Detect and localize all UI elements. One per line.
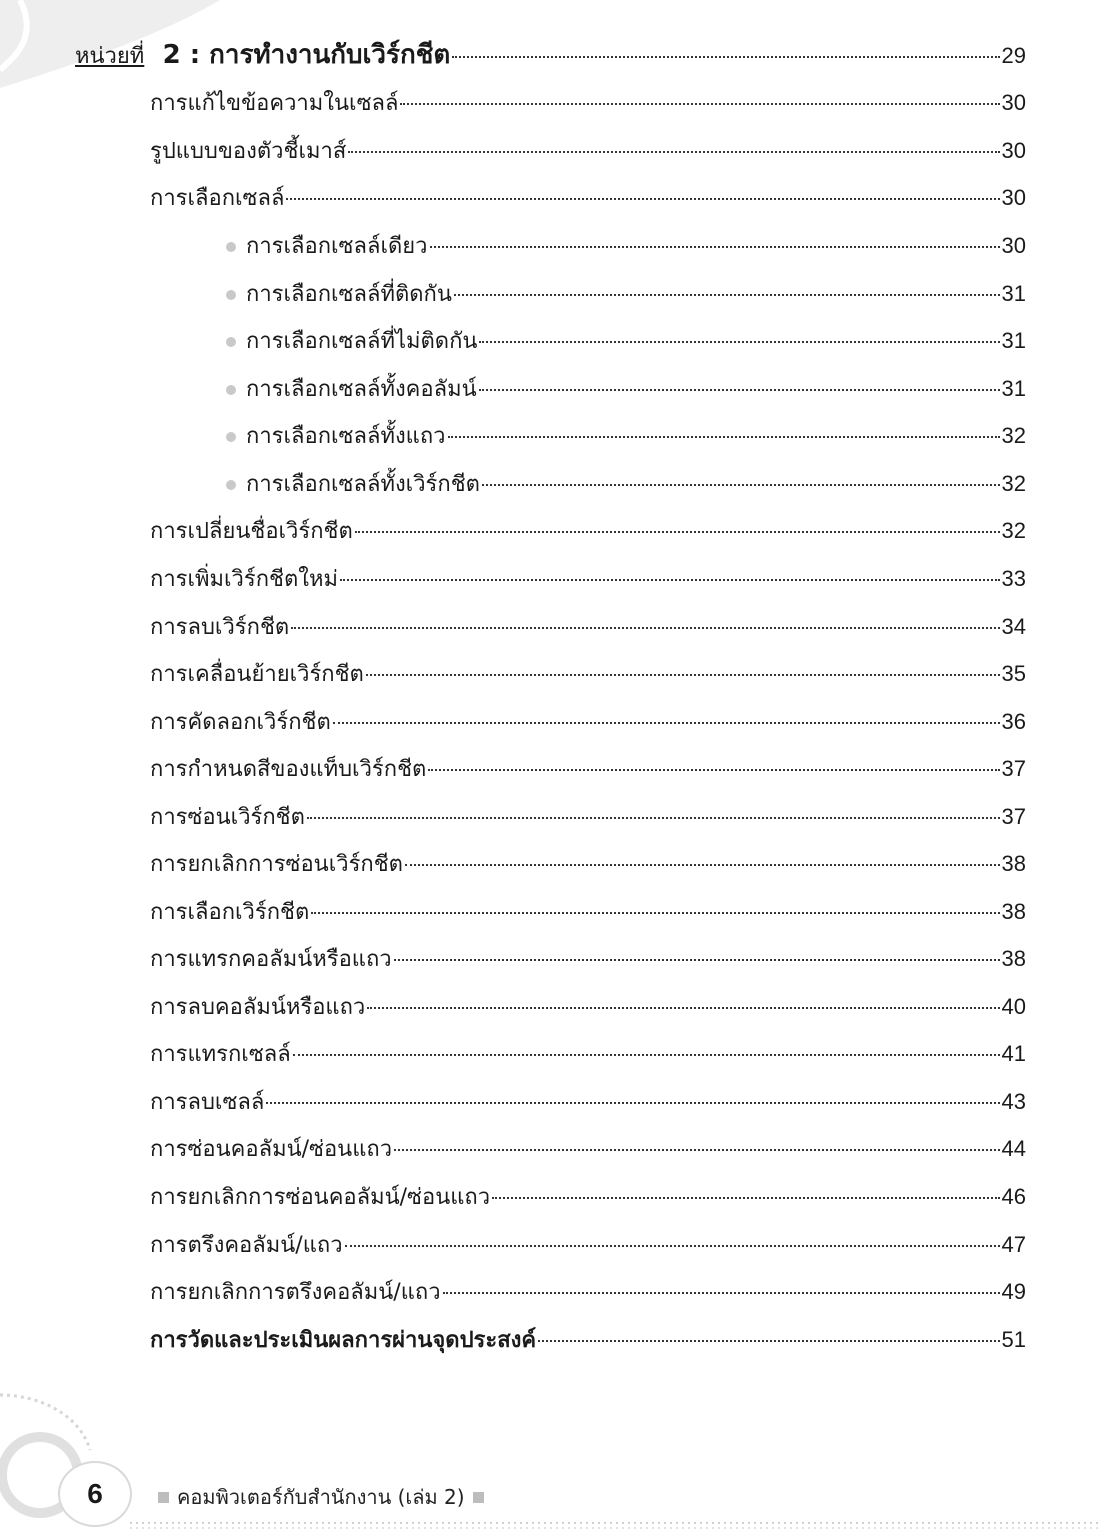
page-number: 31 (1001, 376, 1026, 401)
square-bullet-icon (158, 1492, 169, 1503)
entry-label: การลบคอลัมน์หรือแถว (150, 995, 366, 1020)
footer-book-title: คอมพิวเตอร์กับสำนักงาน (เล่ม 2) (177, 1485, 465, 1509)
entry-label: การเลือกเซลล์ทั้งแถว (246, 424, 446, 449)
toc-entry[interactable] (150, 659, 1026, 690)
toc-entry[interactable] (150, 1230, 1026, 1261)
dot-leader (366, 674, 1000, 676)
bullet-icon (226, 432, 236, 442)
page-number: 37 (1001, 756, 1026, 781)
page-number: 36 (1001, 709, 1026, 734)
entry-label: การเลือกเซลล์ (150, 186, 285, 211)
footer-book-title-wrap (150, 1481, 492, 1513)
entry-label: การเลือกเซลล์ที่ติดกัน (246, 282, 452, 307)
dot-leader (443, 1292, 1000, 1294)
dot-leader (428, 769, 999, 771)
toc-entry[interactable] (150, 564, 1026, 595)
dot-leader (355, 531, 1000, 533)
toc-entry[interactable] (150, 802, 1026, 833)
bullet-icon (226, 385, 236, 395)
unit-heading[interactable] (75, 40, 1026, 72)
page-number: 40 (1001, 994, 1026, 1019)
footer-page-number: 6 (58, 1461, 132, 1527)
entry-label: การเพิ่มเวิร์กชีตใหม่ (150, 567, 338, 592)
entry-label: การซ่อนเวิร์กชีต (150, 805, 305, 830)
toc-entry[interactable] (150, 183, 1026, 214)
bullet-icon (226, 337, 236, 347)
dot-leader (293, 1054, 1000, 1056)
page-number: 44 (1001, 1136, 1026, 1161)
toc-entry[interactable] (150, 849, 1026, 880)
page-number: 32 (1001, 471, 1026, 496)
dot-leader (479, 389, 1000, 391)
dot-leader (348, 151, 999, 153)
page-number: 38 (1001, 946, 1026, 971)
dot-leader (311, 912, 999, 914)
entry-label: การแทรกเซลล์ (150, 1042, 291, 1067)
bullet-icon (226, 480, 236, 490)
entry-label: การตรึงคอลัมน์/แถว (150, 1233, 343, 1258)
dot-leader (266, 1102, 999, 1104)
toc-entry[interactable] (150, 516, 1026, 547)
bullet-icon (226, 290, 236, 300)
dot-leader (307, 817, 1000, 819)
page-number: 38 (1001, 851, 1026, 876)
page-number: 41 (1001, 1041, 1026, 1066)
entry-label: การยกเลิกการตรึงคอลัมน์/แถว (150, 1280, 441, 1305)
entry-label: การเลือกเซลล์ที่ไม่ติดกัน (246, 329, 478, 354)
unit-label: หน่วยที่ (75, 44, 145, 69)
page-number: 51 (1001, 1327, 1026, 1352)
dot-leader (394, 959, 1000, 961)
page-number: 37 (1001, 804, 1026, 829)
toc-entry[interactable] (150, 612, 1026, 643)
entry-label: การเลือกเซลล์เดียว (246, 234, 428, 259)
toc-subentry[interactable] (226, 326, 1026, 357)
entry-label: รูปแบบของตัวชี้เมาส์ (150, 139, 347, 164)
toc-subentry[interactable] (226, 231, 1026, 262)
page-number: 30 (1001, 90, 1026, 115)
page-number: 30 (1001, 185, 1026, 210)
toc-entry[interactable] (150, 992, 1026, 1023)
toc-subentry[interactable] (226, 279, 1026, 310)
square-bullet-icon (473, 1492, 484, 1503)
entry-label: การลบเซลล์ (150, 1090, 265, 1115)
entry-label: การซ่อนคอลัมน์/ซ่อนแถว (150, 1137, 393, 1162)
dot-leader (291, 627, 999, 629)
dot-leader (333, 722, 1000, 724)
toc-subentry[interactable] (226, 421, 1026, 452)
page-number: 49 (1001, 1279, 1026, 1304)
toc-entry[interactable] (150, 1087, 1026, 1118)
dot-leader (340, 579, 1000, 581)
dot-leader (538, 1340, 999, 1342)
dot-leader (400, 103, 999, 105)
entry-label: การเลือกเวิร์กชีต (150, 900, 310, 925)
dot-leader (452, 56, 999, 58)
entry-label: การแทรกคอลัมน์หรือแถว (150, 947, 392, 972)
toc-entry[interactable] (150, 88, 1026, 119)
page-number: 31 (1001, 328, 1026, 353)
page-number: 43 (1001, 1089, 1026, 1114)
toc-entry-assessment[interactable] (150, 1325, 1026, 1356)
page-number: 30 (1001, 138, 1026, 163)
entry-label: การเปลี่ยนชื่อเวิร์กชีต (150, 519, 353, 544)
dot-leader (492, 1197, 999, 1199)
page-number: 30 (1001, 233, 1026, 258)
page-number: 47 (1001, 1232, 1026, 1257)
dot-leader (394, 1149, 999, 1151)
page-number: 31 (1001, 281, 1026, 306)
toc-entry[interactable] (150, 1277, 1026, 1308)
entry-label: การเลือกเซลล์ทั้งคอลัมน์ (246, 377, 477, 402)
page-number: 32 (1001, 518, 1026, 543)
bullet-icon (226, 242, 236, 252)
page-number: 33 (1001, 566, 1026, 591)
entry-label: การวัดและประเมินผลการผ่านจุดประสงค์ (150, 1328, 537, 1353)
dot-leader (286, 198, 999, 200)
entry-label: การแก้ไขข้อความในเซลล์ (150, 91, 399, 116)
entry-label: การยกเลิกการซ่อนคอลัมน์/ซ่อนแถว (150, 1185, 491, 1210)
page-number: 34 (1001, 614, 1026, 639)
entry-label: การเคลื่อนย้ายเวิร์กชีต (150, 662, 364, 687)
dot-leader (345, 1245, 1000, 1247)
page-number: 46 (1001, 1184, 1026, 1209)
entry-label: การเลือกเซลล์ทั้งเวิร์กชีต (246, 472, 480, 497)
page-number: 32 (1001, 423, 1026, 448)
dot-leader (454, 294, 1000, 296)
unit-title: 2 : การทำงานกับเวิร์กชีต (162, 40, 451, 70)
page-footer (0, 1455, 1102, 1535)
toc-entry[interactable] (150, 754, 1026, 785)
entry-label: การลบเวิร์กชีต (150, 615, 290, 640)
entry-label: การยกเลิกการซ่อนเวิร์กชีต (150, 852, 403, 877)
toc-subentry[interactable] (226, 469, 1026, 500)
page-number: 38 (1001, 899, 1026, 924)
entry-label: การกำหนดสีของแท็บเวิร์กชีต (150, 757, 427, 782)
toc-subentry[interactable] (226, 374, 1026, 405)
dot-leader (479, 341, 999, 343)
dot-leader (430, 246, 1000, 248)
entry-label: การคัดลอกเวิร์กชีต (150, 710, 331, 735)
toc-entry[interactable] (150, 944, 1026, 975)
toc-entry[interactable] (150, 1182, 1026, 1213)
toc-entry[interactable] (150, 707, 1026, 738)
dot-leader (367, 1007, 999, 1009)
page-number: 35 (1001, 661, 1026, 686)
dot-leader (482, 484, 1000, 486)
page-number: 29 (1001, 43, 1026, 68)
toc-entry[interactable] (150, 897, 1026, 928)
toc-entry[interactable] (150, 136, 1026, 167)
dot-leader (448, 436, 1000, 438)
toc-entry[interactable] (150, 1134, 1026, 1165)
toc-entry[interactable] (150, 1039, 1026, 1070)
dot-leader (405, 864, 1000, 866)
